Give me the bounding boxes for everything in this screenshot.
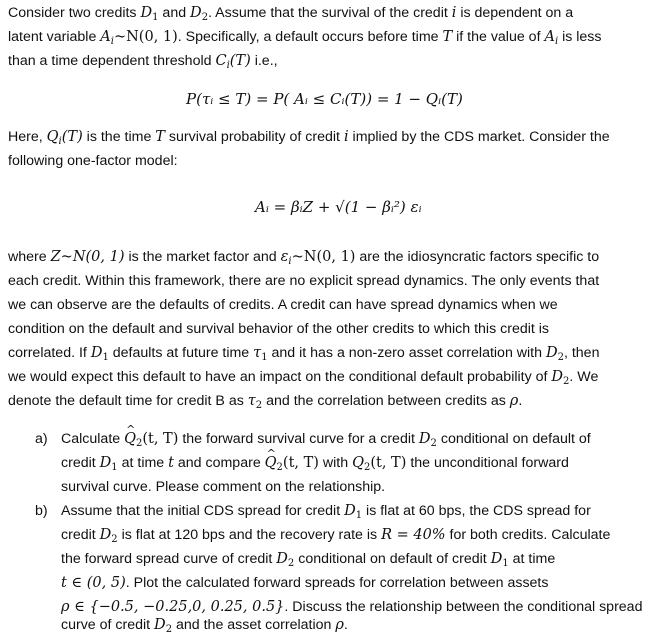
text: . We [569,369,599,385]
list-marker-b: b) [35,503,48,519]
para3-line-3 [8,295,558,315]
list-marker-a: a) [35,431,48,447]
para2-line-2 [8,151,178,171]
text: defaults at future time [108,345,254,361]
item-b-line-1 [61,501,591,526]
text: the forward spread curve of credit [61,551,277,567]
math-Ai: $A_i$ [544,29,559,47]
text: survival probability of credit [164,129,344,145]
para3-line-5 [8,343,599,368]
text: credit [61,527,100,543]
intro-line-1 [8,3,573,28]
text: is dependent on a [456,5,574,21]
text: credit [61,455,100,471]
math-i: i [451,5,457,21]
math-D1: $D_1$ [140,5,159,23]
para3-line-6 [8,367,598,392]
math-tau2: $\tau_2$ [247,393,263,411]
text: the forward survival curve for a credit [178,431,419,447]
text: where [8,249,51,265]
text: Consider two credits [8,5,141,21]
text: correlated. If [8,345,91,361]
text: . [343,617,348,633]
math-Z-dist: Z~N(0, 1) [50,249,125,265]
text: and [158,5,191,21]
text: the unconditional forward [406,455,569,471]
item-b-line-5 [61,597,642,617]
math-D2: $D_2$ [190,5,209,23]
item-b-line-2 [61,525,610,550]
intro-line-3 [8,51,278,76]
text: is flat at 60 bps, the CDS spread for [362,503,591,519]
text: latent variable [8,29,101,45]
math-t: t [168,455,174,471]
text: , then [563,345,600,361]
item-b-line-3 [61,549,555,574]
math-rho: ρ [335,617,344,633]
equation-survival: P(τᵢ ≤ T) = P( Aᵢ ≤ Cᵢ(T)) = 1 − Qᵢ(T) [186,90,463,108]
text: and the correlation between credits as [262,393,510,409]
math-rho-set: ρ ∈ {−0.5, −0.25,0, 0.25, 0.5} [61,599,285,615]
para3-line-4 [8,319,549,339]
math-CiT: $C_i(T)$ [215,53,251,71]
math-Ai-dist: $A_i\sim N(0$, 1) [100,29,178,47]
text: we would expect this default to have an impact on the conditional default probability of [8,369,552,385]
text: are the idiosyncratic factors specific to [355,249,600,265]
math-T: T [155,129,165,145]
math-Q2hat-tT: ^ $Q_2(t$, T) [265,455,319,471]
math-Q2-tT: $Q_2(t$, T) [352,455,407,473]
text: each credit. Within this framework, there are no explicit spread dynamics. The only events that [8,273,600,289]
item-b-line-6 [61,615,348,640]
text: Assume that the initial CDS spread for credit [61,503,345,519]
text: Calculate [61,431,125,447]
equation-one-factor: Aᵢ = βᵢZ + √(1 − βᵢ²) εᵢ [255,198,422,216]
text: survival curve. Please comment on the relationship. [61,479,386,495]
math-D2: $D_2$ [154,617,173,635]
item-a-line-3 [61,477,385,497]
text: implied by the CDS market. Consider the [348,129,610,145]
text: and compare [173,455,265,471]
text: we can observe are the defaults of credits. A credit can have spread dynamics when we [8,297,558,313]
math-D1: $D_1$ [344,503,363,521]
text: is flat at 120 bps and the recovery rate is [117,527,382,543]
math-Q2hat-tT: ^ $Q_2(t$, T) [124,431,178,447]
text: at time [117,455,169,471]
text: Here, [8,129,47,145]
math-i: i [343,129,349,145]
text: denote the default time for credit B as [8,393,248,409]
text: than a time dependent threshold [8,53,216,69]
math-D2: $D_2$ [99,527,118,545]
math-t-range: t ∈ (0, 5) [61,575,126,591]
math-T: T [442,29,453,45]
text: is the time [82,129,156,145]
math-D2: $D_2$ [418,431,437,449]
math-D2: $D_2$ [551,369,570,387]
text: with [318,455,353,471]
math-recovery: R = 40% [381,527,446,543]
para3-line-2 [8,271,599,291]
math-D2: $D_2$ [276,551,295,569]
item-a-line-2 [61,453,569,478]
math-D2: $D_2$ [545,345,564,363]
text: condition on the default and survival behavior of the other credits to which this credit is [8,321,550,337]
para3-line-7 [8,391,522,416]
text: . Discuss the relationship between the conditional spread [284,599,643,615]
text: conditional on default of [436,431,591,447]
item-b-line-4 [61,573,548,593]
text: . [518,393,523,409]
text: and the asset correlation [172,617,336,633]
text: is the market factor and [124,249,281,265]
intro-line-2 [8,27,602,52]
item-a-line-1 [61,429,591,454]
math-rho: ρ [509,393,519,409]
text: for both credits. Calculate [445,527,611,543]
math-tau1: $\tau_1$ [253,345,268,363]
math-D1: $D_1$ [99,455,118,473]
text: conditional on default of credit [294,551,491,567]
math-D1: $D_1$ [90,345,109,363]
para2-line-1 [8,127,610,152]
text: at time [508,551,556,567]
text: i.e., [250,53,278,69]
text: following one-factor model: [8,153,178,169]
text: . Assume that the survival of the credit [208,5,452,21]
text: curve of credit [61,617,155,633]
math-D1: $D_1$ [490,551,509,569]
text: if the value of [452,29,545,45]
para3-line-1 [8,247,599,272]
text: . Plot the calculated forward spreads for correlation between assets [125,575,549,591]
text: and it has a non-zero asset correlation with [267,345,546,361]
math-QiT: $Q_i(T)$ [46,129,83,147]
math-eps-dist: $\varepsilon_i\sim N(0$, 1) [280,249,356,267]
text: . Specifically, a default occurs before time [177,29,443,45]
text: is less [558,29,602,45]
